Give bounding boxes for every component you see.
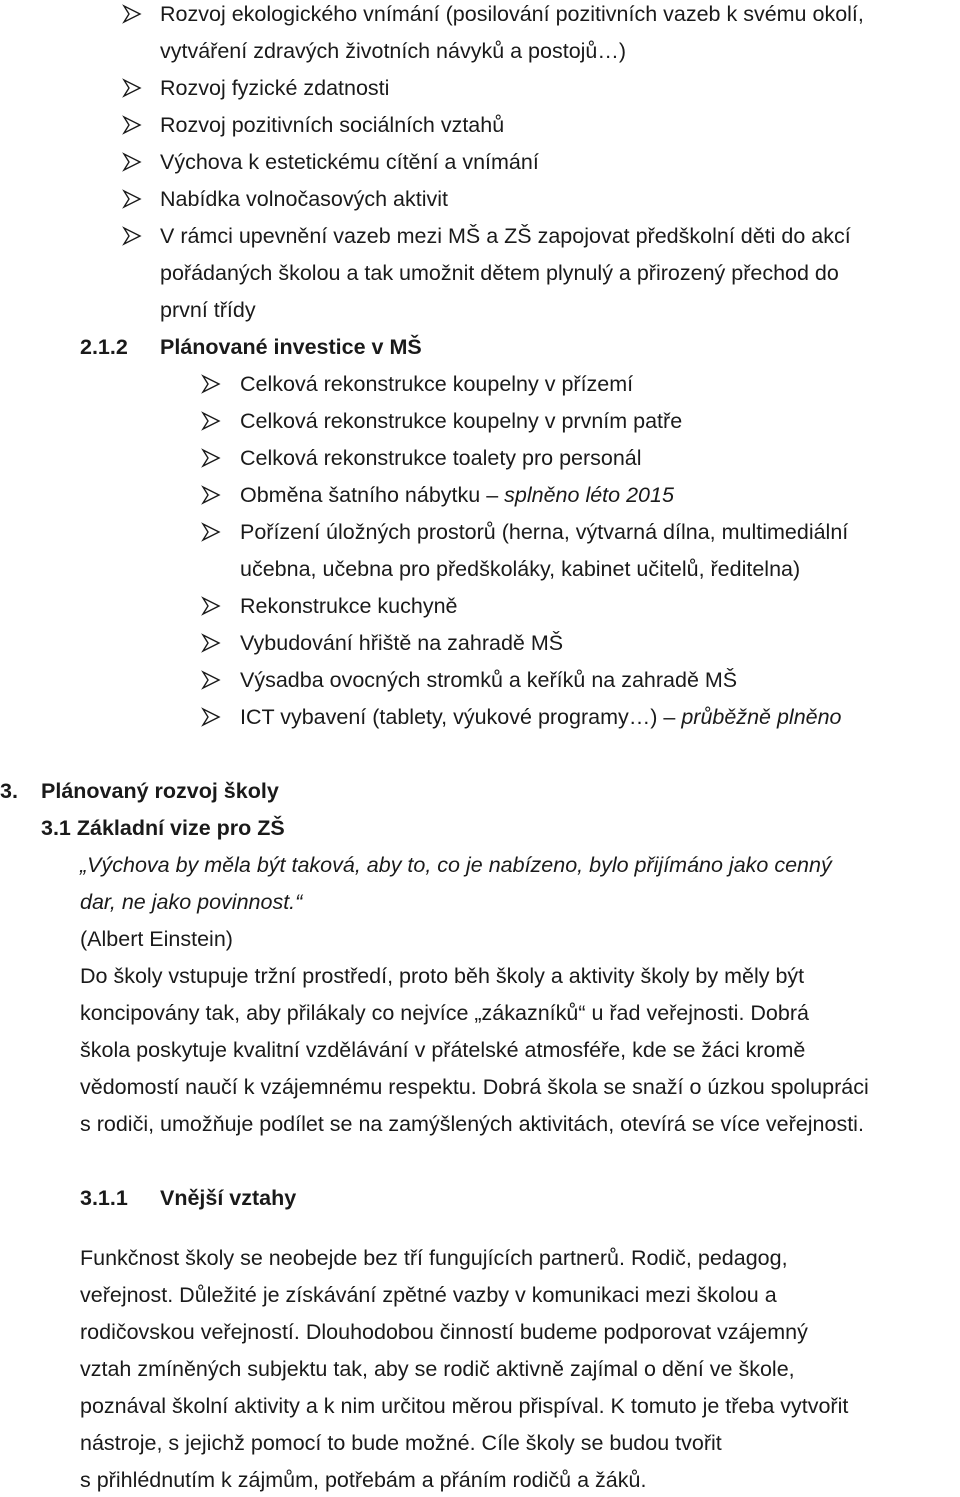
chapter-number: 3. xyxy=(0,779,18,803)
list-item-text: Obměna šatního nábytku – xyxy=(240,483,505,507)
paragraph-line: nástroje, s jejichž pomocí to bude možné. Cíle školy se budou tvořit xyxy=(80,1431,722,1455)
list-item: Rozvoj pozitivních sociálních vztahů xyxy=(160,113,505,137)
paragraph-line: vědomostí naučí k vzájemnému respektu. Dobrá škola se snaží o úzkou spolupráci xyxy=(80,1075,869,1099)
status-note: průběžně plněno xyxy=(681,705,842,729)
arrow-bullet-icon xyxy=(121,3,143,25)
section-number: 2.1.2 xyxy=(80,335,128,359)
quote-author: (Albert Einstein) xyxy=(80,927,233,951)
section-heading: 3.1 Základní vize pro ZŠ xyxy=(41,816,285,840)
list-item: Vybudování hřiště na zahradě MŠ xyxy=(240,631,564,655)
list-item-continuation: učebna, učebna pro předškoláky, kabinet učitelů, ředitelna) xyxy=(240,557,801,581)
arrow-bullet-icon xyxy=(121,77,143,99)
section-number: 3.1.1 xyxy=(80,1186,128,1210)
paragraph-line: rodičovskou veřejností. Dlouhodobou činností budeme podporovat vzájemný xyxy=(80,1320,808,1344)
chapter-title: Plánovaný rozvoj školy xyxy=(41,779,279,803)
paragraph-line: poznával školní aktivity a k nim určitou měrou přispíval. K tomuto je třeba vytvořit xyxy=(80,1394,849,1418)
list-item xyxy=(240,481,674,509)
paragraph-line: koncipovány tak, aby přilákaly co nejvíce „zákazníků“ u řad veřejnosti. Dobrá xyxy=(80,1001,809,1025)
arrow-bullet-icon xyxy=(121,188,143,210)
list-item: V rámci upevnění vazeb mezi MŠ a ZŠ zapojovat předškolní děti do akcí xyxy=(160,224,851,248)
list-item: Rozvoj fyzické zdatnosti xyxy=(160,76,390,100)
quote-line: dar, ne jako povinnost.“ xyxy=(80,890,303,914)
arrow-bullet-icon xyxy=(200,595,222,617)
paragraph-line: veřejnost. Důležité je získávání zpětné vazby v komunikaci mezi školou a xyxy=(80,1283,777,1307)
section-title: Vnější vztahy xyxy=(160,1186,297,1210)
list-item: Celková rekonstrukce koupelny v prvním patře xyxy=(240,409,683,433)
arrow-bullet-icon xyxy=(121,225,143,247)
arrow-bullet-icon xyxy=(121,151,143,173)
arrow-bullet-icon xyxy=(200,632,222,654)
list-item: Výsadba ovocných stromků a keříků na zahradě MŠ xyxy=(240,668,738,692)
status-note: splněno léto 2015 xyxy=(504,483,674,507)
list-item: Celková rekonstrukce koupelny v přízemí xyxy=(240,372,634,396)
arrow-bullet-icon xyxy=(200,373,222,395)
paragraph-line: s rodiči, umožňuje podílet se na zamýšlených aktivitách, otevírá se více veřejnosti. xyxy=(80,1112,864,1136)
list-item: Pořízení úložných prostorů (herna, výtvarná dílna, multimediální xyxy=(240,520,849,544)
arrow-bullet-icon xyxy=(200,447,222,469)
paragraph-line: vztah zmíněných subjektu tak, aby se rodič aktivně zajímal o dění ve škole, xyxy=(80,1357,795,1381)
section-title: Plánované investice v MŠ xyxy=(160,335,422,359)
list-item-continuation: vytváření zdravých životních návyků a postojů…) xyxy=(160,39,627,63)
arrow-bullet-icon xyxy=(200,484,222,506)
quote-line: „Výchova by měla být taková, aby to, co je nabízeno, bylo přijímáno jako cenný xyxy=(80,853,832,877)
list-item-continuation: pořádaných školou a tak umožnit dětem plynulý a přirozený přechod do xyxy=(160,261,839,285)
arrow-bullet-icon xyxy=(200,521,222,543)
arrow-bullet-icon xyxy=(121,114,143,136)
arrow-bullet-icon xyxy=(200,669,222,691)
paragraph-line: Funkčnost školy se neobejde bez tří fungujících partnerů. Rodič, pedagog, xyxy=(80,1246,788,1270)
paragraph-line: škola poskytuje kvalitní vzdělávání v přátelské atmosféře, kde se žáci kromě xyxy=(80,1038,806,1062)
list-item: Výchova k estetickému cítění a vnímání xyxy=(160,150,539,174)
arrow-bullet-icon xyxy=(200,410,222,432)
list-item xyxy=(240,703,842,731)
paragraph-line: s přihlédnutím k zájmům, potřebám a přáním rodičů a žáků. xyxy=(80,1468,647,1492)
list-item: Rekonstrukce kuchyně xyxy=(240,594,458,618)
list-item: Celková rekonstrukce toalety pro personál xyxy=(240,446,642,470)
list-item: Rozvoj ekologického vnímání (posilování pozitivních vazeb k svému okolí, xyxy=(160,2,864,26)
paragraph-line: Do školy vstupuje tržní prostředí, proto běh školy a aktivity školy by měly být xyxy=(80,964,805,988)
list-item: Nabídka volnočasových aktivit xyxy=(160,187,449,211)
list-item-continuation: první třídy xyxy=(160,298,256,322)
list-item-text: ICT vybavení (tablety, výukové programy…) – xyxy=(240,705,682,729)
arrow-bullet-icon xyxy=(200,706,222,728)
